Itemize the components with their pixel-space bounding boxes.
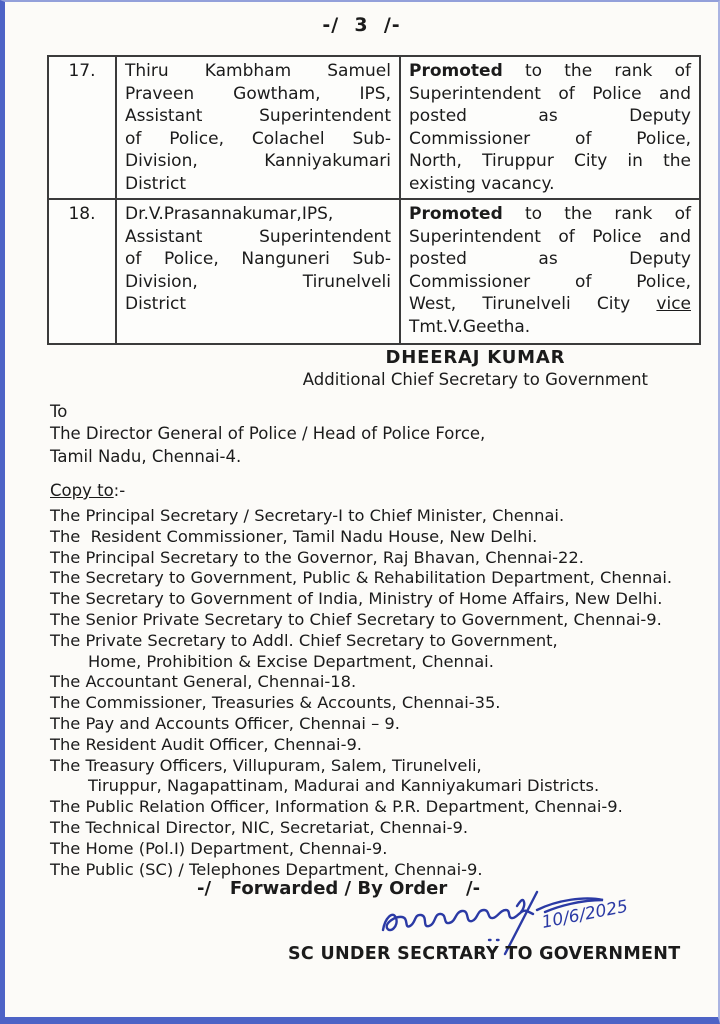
promotion-order-cell: Promoted to the rank of Superintendent of Police and posted as Deputy Commissioner of Police, West, Tirunelveli City vice Tmt.V.Geetha. (400, 199, 700, 344)
copy-to-entry: The Home (Pol.I) Department, Chennai-9. (50, 838, 388, 858)
signatory-block (303, 347, 648, 389)
signature-tail-stroke (537, 898, 603, 912)
copy-to-entry: The Private Secretary to Addl. Chief Secretary to Government, (50, 630, 558, 650)
copy-to-label (50, 481, 125, 500)
copy-to-entry: The Secretary to Government of India, Ministry of Home Affairs, New Delhi. (50, 589, 663, 609)
signature-flourish-path (517, 900, 524, 912)
signed-designation-line: SC UNDER SECRTARY TO GOVERNMENT (288, 944, 681, 964)
serial-number-cell: 18. (48, 199, 116, 344)
page-number: -/ 3 /- (322, 14, 401, 36)
officer-details-cell: Thiru Kambham Samuel Praveen Gowtham, IPS, Assistant Superintendent of Police, Colachel Sub- Division, Kanniyakumari District (116, 56, 400, 199)
copy-to-entry: The Public (SC) / Telephones Department, Chennai-9. (50, 859, 483, 879)
table-row (48, 199, 700, 344)
promotion-order-cell: Promoted to the rank of Superintendent of Police and posted as Deputy Commissioner of Police, North, Tiruppur City in the existing vacancy. (400, 56, 700, 199)
signature-scribble-path (383, 910, 533, 930)
copy-to-entry: The Resident Audit Officer, Chennai-9. (50, 734, 362, 754)
copy-to-entry: The Principal Secretary / Secretary-I to Chief Minister, Chennai. (50, 506, 565, 525)
table-row (48, 56, 700, 199)
copy-to-entry: The Commissioner, Treasuries & Accounts, Chennai-35. (50, 693, 501, 713)
copy-to-entry: The Technical Director, NIC, Secretariat, Chennai-9. (50, 817, 469, 837)
signatory-title: Additional Chief Secretary to Government (302, 370, 648, 389)
copy-to-entry: The Principal Secretary to the Governor, Raj Bhavan, Chennai-22. (50, 547, 584, 567)
signature-date-text: 10/6/2025 (540, 896, 630, 933)
copy-to-underlined-text: Copy to (50, 481, 114, 500)
copy-to-entry: Tiruppur, Nagapattinam, Madurai and Kanniyakumari Districts. (88, 776, 600, 796)
officer-details-cell: Dr.V.Prasannakumar,IPS, Assistant Superintendent of Police, Nanguneri Sub- Division, Tirunelveli District (116, 199, 400, 344)
copy-to-entry: The Pay and Accounts Officer, Chennai – 9. (50, 713, 400, 733)
copy-to-entry: The Public Relation Officer, Information & P.R. Department, Chennai-9. (50, 797, 623, 817)
copy-to-entry: Home, Prohibition & Excise Department, Chennai. (88, 651, 494, 671)
addressee-block: To The Director General of Police / Head of Police Force, Tamil Nadu, Chennai-4. (50, 402, 486, 466)
copy-to-suffix: :- (113, 481, 126, 500)
forwarded-by-order-line: -/ Forwarded / By Order /- (197, 878, 481, 899)
signatory-name: DHEERAJ KUMAR (385, 347, 566, 368)
copy-to-entry: The Secretary to Government, Public & Rehabilitation Department, Chennai. (50, 568, 673, 588)
serial-number-cell: 17. (48, 56, 116, 199)
copy-to-entry: The Senior Private Secretary to Chief Secretary to Government, Chennai-9. (50, 609, 662, 629)
promotion-orders-table (47, 55, 701, 345)
copy-to-entry: The Accountant General, Chennai-18. (50, 672, 357, 692)
copy-to-entry: The Resident Commissioner, Tamil Nadu House, New Delhi. (50, 526, 538, 546)
copy-to-entry: The Treasury Officers, Villupuram, Salem, Tirunelveli, (50, 755, 482, 775)
copy-to-list (50, 506, 672, 880)
